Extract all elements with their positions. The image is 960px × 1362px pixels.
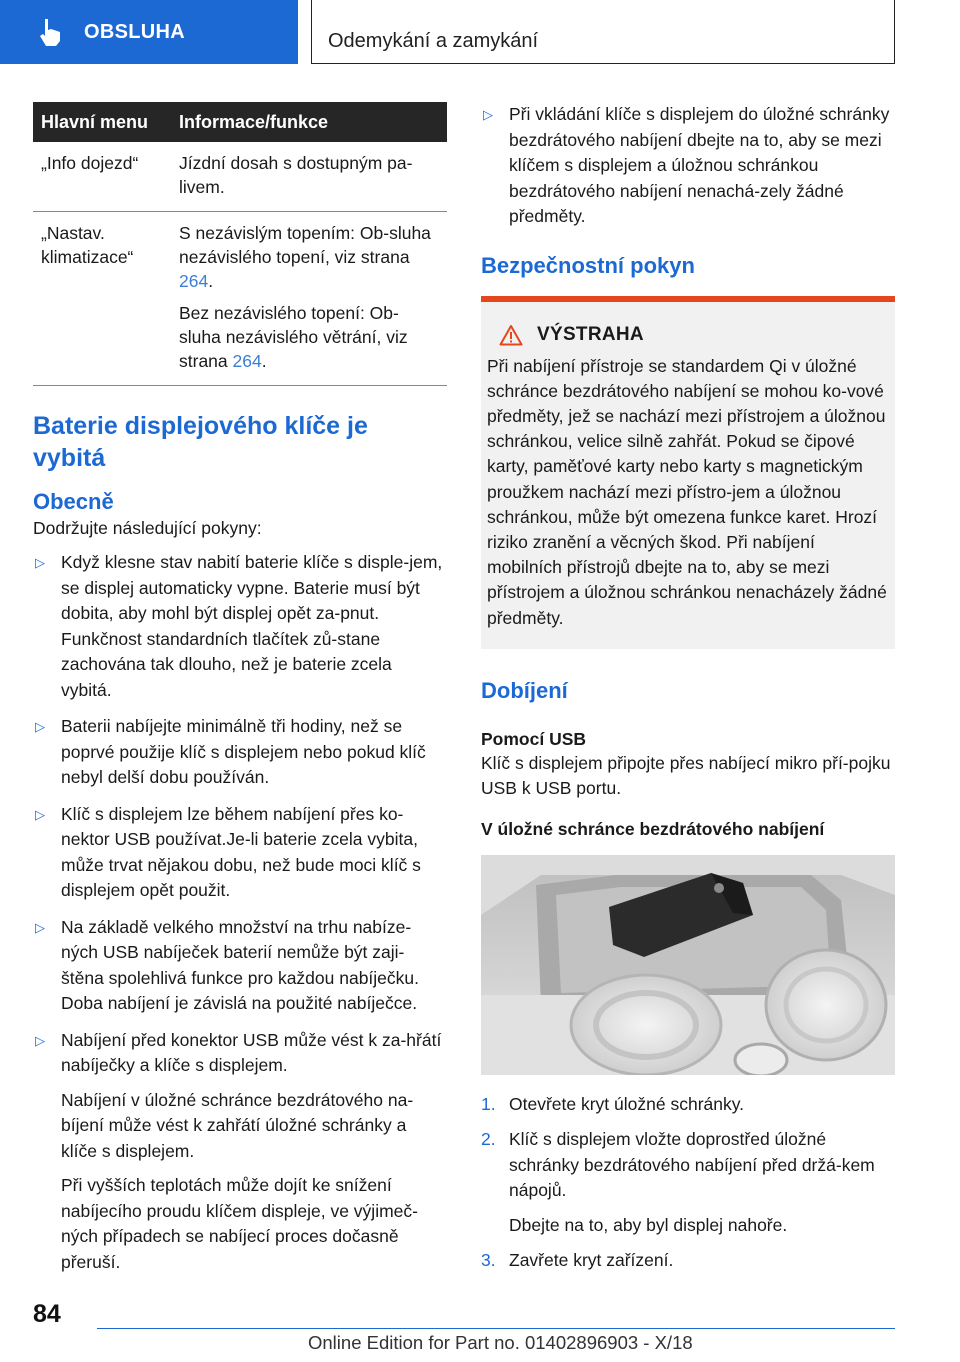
list-item-text: Dbejte na to, aby byl displej nahoře.: [509, 1214, 788, 1235]
list-item: [33, 550, 447, 703]
table-cell-menu: „Nastav. klimatizace“: [33, 212, 171, 386]
warning-triangle-icon: [499, 324, 523, 346]
list-item: [33, 714, 447, 791]
storage-bullet-list: [481, 102, 895, 230]
warning-box: [481, 296, 895, 649]
table-cell-text: S nezávislým topením: Ob-sluha nezávislého topení, viz strana 264.: [179, 223, 431, 291]
warning-text: Při nabíjení přístroje se standardem Qi v úložné schránce bezdrátového nabíjení se mohou ko-vové předměty, jež se nachází mezi přístrojem a úložnou schránkou, velice silně zahřát. Pokud se čipové karty, paměťové karty nebo karty s magnetickým proužkem nachází mezi přístro-jem a úložnou schránkou, může být omezena funkce karet. Hrozí riziko zranění a věcných škod. Při nabíjení mobilních přístrojů dbejte na to, aby se mezi přístrojem a úložnou schránkou nenacházely žádné předměty.: [487, 355, 887, 628]
triangle-bullet-icon: ▷: [35, 719, 45, 734]
table-header-menu: Hlavní menu: [33, 102, 171, 142]
page-reference-link[interactable]: 264: [232, 351, 262, 371]
step-number: 1.: [481, 1093, 496, 1114]
table-row: [33, 212, 447, 386]
chapter-header: [311, 0, 895, 64]
list-item-text: Když klesne stav nabití baterie klíče s disple-jem, se displej automaticky vypne. Baterie musí být dobita, aby mohl být displej opět za-pnut. Funkčnost standardních tlačítek zů-stane zachována tak dlouho, než je baterie zcela vybitá.: [61, 552, 443, 700]
intro-text: Dodržujte následující pokyny:: [33, 518, 262, 538]
table-header-info: Informace/funkce: [171, 102, 447, 142]
charging-steps-list: [481, 1092, 895, 1274]
table-cell-text-span: Bez nezávislého topení: Ob-sluha nezávislého větrání, viz strana: [179, 303, 408, 371]
list-item-text: Při vyšších teplotách může dojít ke snížení nabíjecího proudu klíčem displeje, ve výjimeč-ných případech se nabíjecí proces dočasně přeruší.: [61, 1175, 418, 1272]
section-tab-label: OBSLUHA: [84, 20, 185, 43]
table-row: [33, 142, 447, 212]
list-item-text: Baterii nabíjejte minimálně tři hodiny, než se poprvé použije klíč s displejem nebo pokud klíč nebyl delší dobu používán.: [61, 716, 426, 787]
left-column: [33, 102, 447, 1286]
list-item: [481, 1248, 895, 1274]
hand-icon: [38, 17, 64, 47]
chapter-title: Odemykání a zamykání: [328, 30, 539, 52]
list-item-text: Otevřete kryt úložné schránky.: [509, 1093, 745, 1114]
footer-divider: [97, 1328, 895, 1329]
list-item: [33, 802, 447, 904]
usb-heading: Pomocí USB: [481, 728, 587, 749]
triangle-bullet-icon: ▷: [35, 1032, 45, 1048]
table-cell-info: [171, 212, 447, 386]
right-column: [481, 102, 895, 1284]
footer-edition: Online Edition for Part no. 01402896903 - X/18: [308, 1332, 693, 1353]
list-item-text: Klíč s displejem lze během nabíjení přes ko-nektor USB používat.Je-li baterie zcela vybita, může trvat nějakou dobu, než bude moci klíč s displejem opět použit.: [61, 803, 421, 900]
battery-heading: Baterie displejového klíče je vybitá: [33, 412, 368, 472]
triangle-bullet-icon: ▷: [35, 555, 45, 570]
battery-bullet-list: [33, 550, 447, 1275]
safety-heading: Bezpečnostní pokyn: [481, 252, 695, 278]
list-item: [33, 915, 447, 1017]
step-number: 3.: [481, 1250, 496, 1271]
list-item: [481, 102, 895, 230]
list-item-text: Na základě velkého množství na trhu nabíze-ných USB nabíječek baterií nemůže být zaji-štěna spolehlivá funkce pro každou nabíječku. Doba nabíjení je závislá na použité nabíječce.: [61, 916, 420, 1013]
page-number: 84: [33, 1300, 61, 1328]
general-subheading: Obecně: [33, 489, 114, 514]
list-item-text: Při vkládání klíče s displejem do úložné schránky bezdrátového nabíjení dbejte na to, aby se mezi klíčem s displejem a úložnou schránkou bezdrátového nabíjení nenachá-zely žádné předměty.: [509, 104, 890, 226]
table-header-row: [33, 102, 447, 142]
usb-text: Klíč s displejem připojte přes nabíjecí mikro pří-pojku USB k USB portu.: [481, 752, 891, 798]
step-number: 2.: [481, 1129, 496, 1150]
list-item-text: Nabíjení před konektor USB může vést k za-hřátí nabíječky a klíče s displejem.: [61, 1029, 442, 1075]
list-item: [481, 1127, 895, 1238]
table-cell-text-span: S nezávislým topením: Ob-sluha nezávislého topení, viz strana: [179, 223, 431, 267]
table-cell-menu: „Info dojezd“: [33, 142, 171, 212]
menu-table: [33, 102, 447, 386]
list-item: [481, 1092, 895, 1118]
triangle-bullet-icon: ▷: [35, 806, 45, 822]
list-item-text: Klíč s displejem vložte doprostřed úložné schránky bezdrátového nabíjení před držá-kem nápojů.: [509, 1129, 875, 1201]
wireless-heading: V úložné schránce bezdrátového nabíjení: [481, 818, 825, 839]
table-cell-text: Bez nezávislého topení: Ob-sluha nezávislého větrání, viz strana 264.: [179, 303, 408, 371]
table-cell-text: Jízdní dosah s dostupným pa-livem.: [179, 153, 413, 197]
warning-header: [499, 324, 889, 346]
list-item-text: Nabíjení v úložné schránce bezdrátového na-bíjení může vést k zahřátí úložné schránky a klíče s displejem.: [61, 1089, 414, 1161]
charging-heading: Dobíjení: [481, 677, 568, 703]
page-reference-link[interactable]: 264: [179, 271, 209, 291]
warning-title: VÝSTRAHA: [537, 323, 644, 345]
section-tab[interactable]: [0, 0, 298, 64]
triangle-bullet-icon: ▷: [35, 919, 45, 935]
wireless-charging-tray-image: [481, 855, 895, 1075]
table-cell-info: [171, 142, 447, 212]
list-item: [33, 1028, 447, 1276]
triangle-bullet-icon: ▷: [483, 107, 493, 122]
list-item-text: Zavřete kryt zařízení.: [509, 1250, 674, 1271]
